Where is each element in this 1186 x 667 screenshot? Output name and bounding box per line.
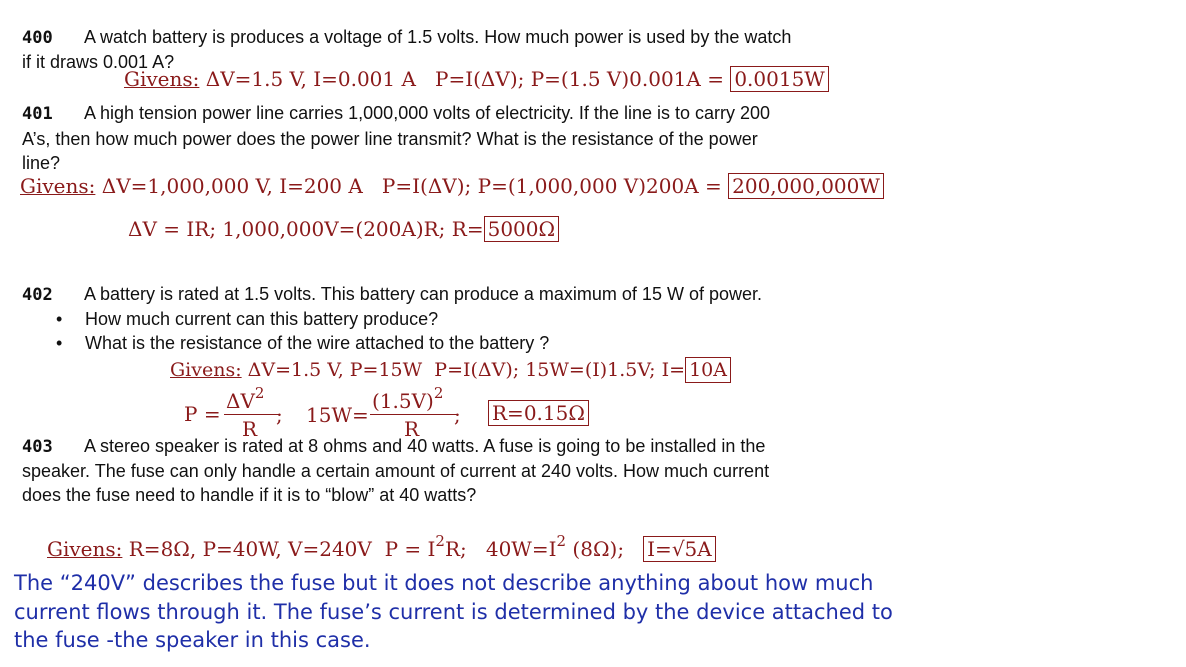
- q402-resistance-answer: R=0.15Ω: [488, 400, 589, 426]
- q401-line2: A’s, then how much power does the power line transmit? What is the resistance of the power: [22, 129, 758, 149]
- q402-bullet-2-text: What is the resistance of the wire attached to the battery ?: [85, 333, 550, 353]
- q400-number: 400: [22, 28, 53, 48]
- q401-answer: 200,000,000W: [728, 173, 884, 199]
- fuse-explanation-note: The “240V” describes the fuse but it does not describe anything about how much current flows through it. The fuse’s current is determined by the device attached to the fuse -the speaker in this case.: [14, 571, 893, 652]
- q403-text1: A stereo speaker is rated at 8 ohms and 40 watts. A fuse is going to be installed in the: [84, 436, 766, 456]
- q401-solution: [20, 173, 884, 199]
- q402-denominator-1: R: [242, 417, 258, 441]
- q401-line1: [22, 101, 770, 126]
- q403-answer: I=√5A: [643, 536, 716, 562]
- q403-exp-1: 2: [435, 532, 445, 550]
- q403-formula-b: R;: [444, 537, 467, 561]
- q403-line1: [22, 434, 765, 459]
- q403-formula-c: 40W=I: [485, 537, 557, 561]
- q400-formula: P=I(ΔV); P=(1.5 V)0.001A =: [435, 67, 724, 91]
- q400-solution: [124, 66, 829, 92]
- q400-givens-label: Givens:: [124, 67, 200, 91]
- q401-resistance-answer: 5000Ω: [484, 216, 559, 242]
- q403-line2: speaker. The fuse can only handle a certain amount of current at 240 volts. How much current: [22, 461, 770, 481]
- q402-fraction-bar-2: [370, 414, 458, 415]
- q403-number: 403: [22, 437, 53, 457]
- q402-w-eq: 15W=: [306, 403, 369, 427]
- q402-p-eq: P =: [184, 402, 221, 426]
- q400-line2: if it draws 0.001 A?: [22, 52, 175, 72]
- q400-text1: A watch battery is produces a voltage of 1.5 volts. How much power is used by the watch: [84, 27, 792, 47]
- q403-givens-label: Givens:: [47, 537, 123, 561]
- q401-text1: A high tension power line carries 1,000,000 volts of electricity. If the line is to carry 200: [84, 103, 771, 123]
- q402-separator-2: ;: [454, 403, 461, 427]
- q402-givens: ΔV=1.5 V, P=15W: [247, 359, 423, 381]
- q403-solution: [47, 528, 716, 562]
- q402-num1-exp: 2: [254, 384, 265, 402]
- q401-resistance-work: ΔV = IR; 1,000,000V=(200A)R; R=: [128, 217, 484, 241]
- q402-resistance-answer-wrap: [488, 400, 589, 426]
- q402-separator-1: ;: [276, 403, 283, 427]
- q403-line3: does the fuse need to handle if it is to “blow” at 40 watts?: [22, 485, 477, 505]
- q401-formula: P=I(ΔV); P=(1,000,000 V)200A =: [381, 174, 722, 198]
- q401-givens-label: Givens:: [20, 174, 96, 198]
- q400-givens: ΔV=1.5 V, I=0.001 A: [205, 67, 416, 91]
- q401-resistance: [128, 216, 559, 242]
- q401-number: 401: [22, 104, 53, 124]
- q402-numerator-1: [226, 380, 264, 414]
- q402-bullet-1: [56, 307, 438, 331]
- q402-fraction-bar-1: [224, 414, 280, 415]
- q403-exp-2: 2: [556, 532, 567, 550]
- q402-num2-exp: 2: [433, 384, 444, 402]
- q401-givens: ΔV=1,000,000 V, I=200 A: [101, 174, 363, 198]
- q402-formula: P=I(ΔV); 15W=(I)1.5V; I=: [434, 359, 686, 381]
- q401-line3: line?: [22, 153, 61, 173]
- q403-formula-a: P = I: [384, 537, 436, 561]
- q403-givens: R=8Ω, P=40W, V=240V: [128, 537, 372, 561]
- q400-line1: [22, 25, 791, 50]
- q402-line1: [22, 282, 762, 307]
- q402-num1-text: ΔV: [226, 389, 255, 413]
- q402-num2-text: (1.5V): [372, 389, 434, 413]
- q402-current-answer: 10A: [685, 357, 731, 383]
- bullet-dot-icon: •: [56, 309, 63, 329]
- q403-formula-d: (8Ω);: [572, 537, 625, 561]
- q402-bullet-2: [56, 331, 549, 355]
- q402-givens-label: Givens:: [170, 359, 242, 381]
- q402-number: 402: [22, 285, 53, 305]
- q400-answer: 0.0015W: [730, 66, 829, 92]
- q402-bullet-1-text: How much current can this battery produce?: [85, 309, 439, 329]
- bullet-dot-icon: •: [56, 333, 63, 353]
- q402-numerator-2: [372, 380, 443, 414]
- q402-denominator-2: R: [404, 417, 420, 441]
- q402-text1: A battery is rated at 1.5 volts. This battery can produce a maximum of 15 W of power.: [84, 284, 762, 304]
